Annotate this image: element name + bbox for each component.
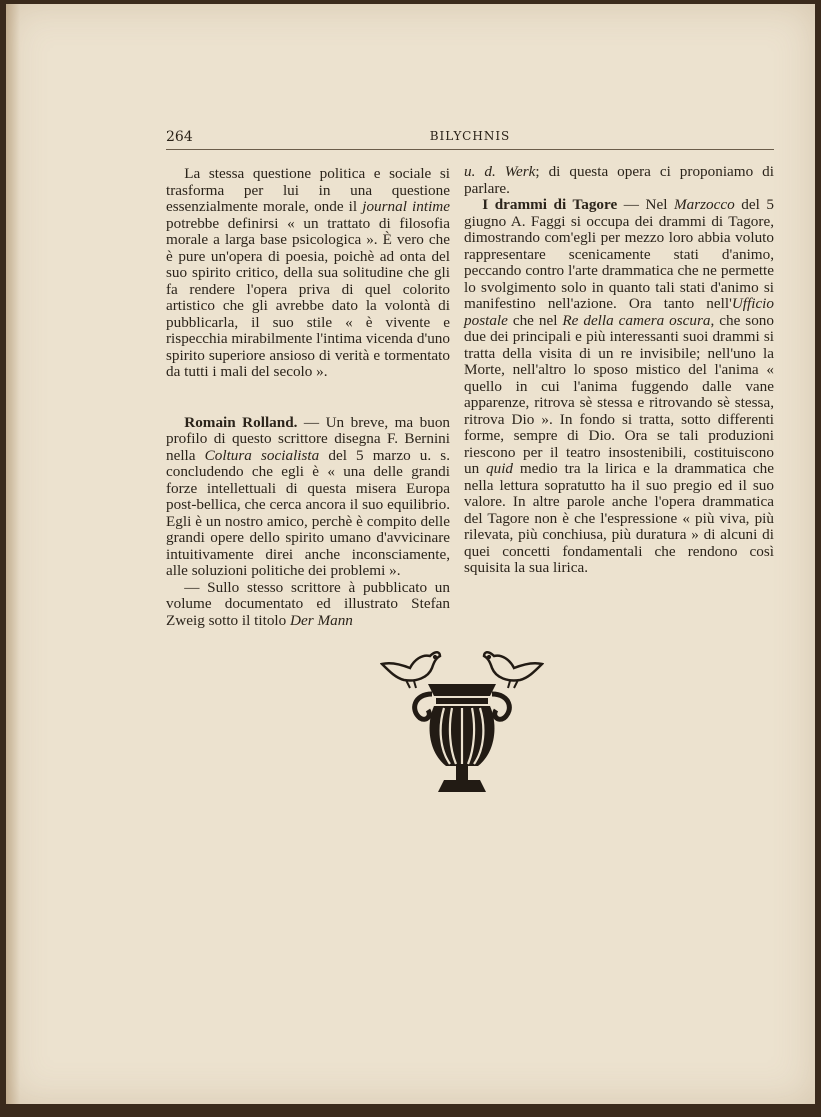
page <box>6 4 815 1104</box>
running-title: BILYCHNIS <box>429 129 511 143</box>
italic-title: Coltura socialista <box>204 446 320 464</box>
section-heading-tagore: I drammi di Tagore <box>482 196 618 213</box>
paragraph-continuation: u. d. Werk; di questa opera ci proponiamo di parlare. <box>464 163 774 197</box>
paragraph-zweig: — Sullo stesso scrittore à pubblicato un volume documentato ed illustrato Stefan Zweig sotto il titolo Der Mann <box>166 578 450 629</box>
left-column <box>166 164 450 629</box>
page-header <box>166 129 774 150</box>
paragraph-romain-rolland: Romain Rolland. — Un breve, ma buon profilo di questo scrittore disegna F. Bernini nella Coltura socialista del 5 marzo u. s. concludendo che egli è « una delle grandi forze intellettuali di questa misera Europa post-bellica, che cerca ancora il suo equilibrio. Egli è un nostro amico, perchè è compito delle grandi opere dello spirito umano d'avvicinare intuitivamente direi anche inconsciamente, alle soluzioni politiche dei problemi ». <box>166 413 451 579</box>
italic-title: u. d. Werk <box>464 163 536 180</box>
section-heading-romain-rolland: Romain Rolland. <box>184 413 298 431</box>
page-number: 264 <box>166 129 193 145</box>
italic-title: journal intime <box>362 198 450 215</box>
right-column <box>464 164 774 577</box>
vase-with-doves-ornament <box>380 644 544 804</box>
italic-title: Der Mann <box>290 611 353 629</box>
paragraph-politics: La stessa questione politica e sociale si trasforma per lui in una questione essenzialmente morale, onde il journal intime potrebbe definirsi « un trattato di filosofia morale a larga base psicologica ». È vero che è pure un'opera di poesia, poichè ad onta del suo spirito critico, della sua solitudine che gli fa rendere l'opera priva di quel colorito artistico che gli avrebbe dato la volontà di pubblicarla, il suo stile « è vivente e rispecchia mirabilmente l'intima vicenda d'uno spirito superiore ansioso di verità e tormentato da tutti i mali del secolo ». <box>166 165 450 380</box>
paragraph-tagore: I drammi di Tagore — Nel Marzocco del 5 giugno A. Faggi si occupa dei drammi di Tagore, dimostrando com'egli per mezzo loro abbia voluto rappresentare scenicamente stati d'animo, peccando contro l'arte drammatica che ne permette lo svolgimento solo in quanto tali stati d'animo si manifestino nell'azione. Ora tanto nell'Ufficio postale che nel Re della camera oscura, che sono due dei principali e più interessanti suoi drammi si tratta della visita di un re invisibile; nell'uno la Morte, nell'altro lo sposo mistico del l'anima « quello in cui l'anima fuggendo dalle vane apparenze, ritrova sè stessa e ritrovando sè stessa, ritrova Dio ». In fondo si tratta, sotto differenti forme, sempre di Dio. Ora se tali produzioni riescono per il teatro insostenibili, costituiscono un quid medio tra la lirica e la drammatica che nella lettura sopratutto ha il suo pregio ed il suo valore. In altre parole anche l'opera drammatica del Tagore non è che l'espressione « più viva, più rilevata, più conchiusa, più duratura » di alcuni di quei concetti fondamentali che rendono così squisita la sua lirica. <box>464 196 775 576</box>
